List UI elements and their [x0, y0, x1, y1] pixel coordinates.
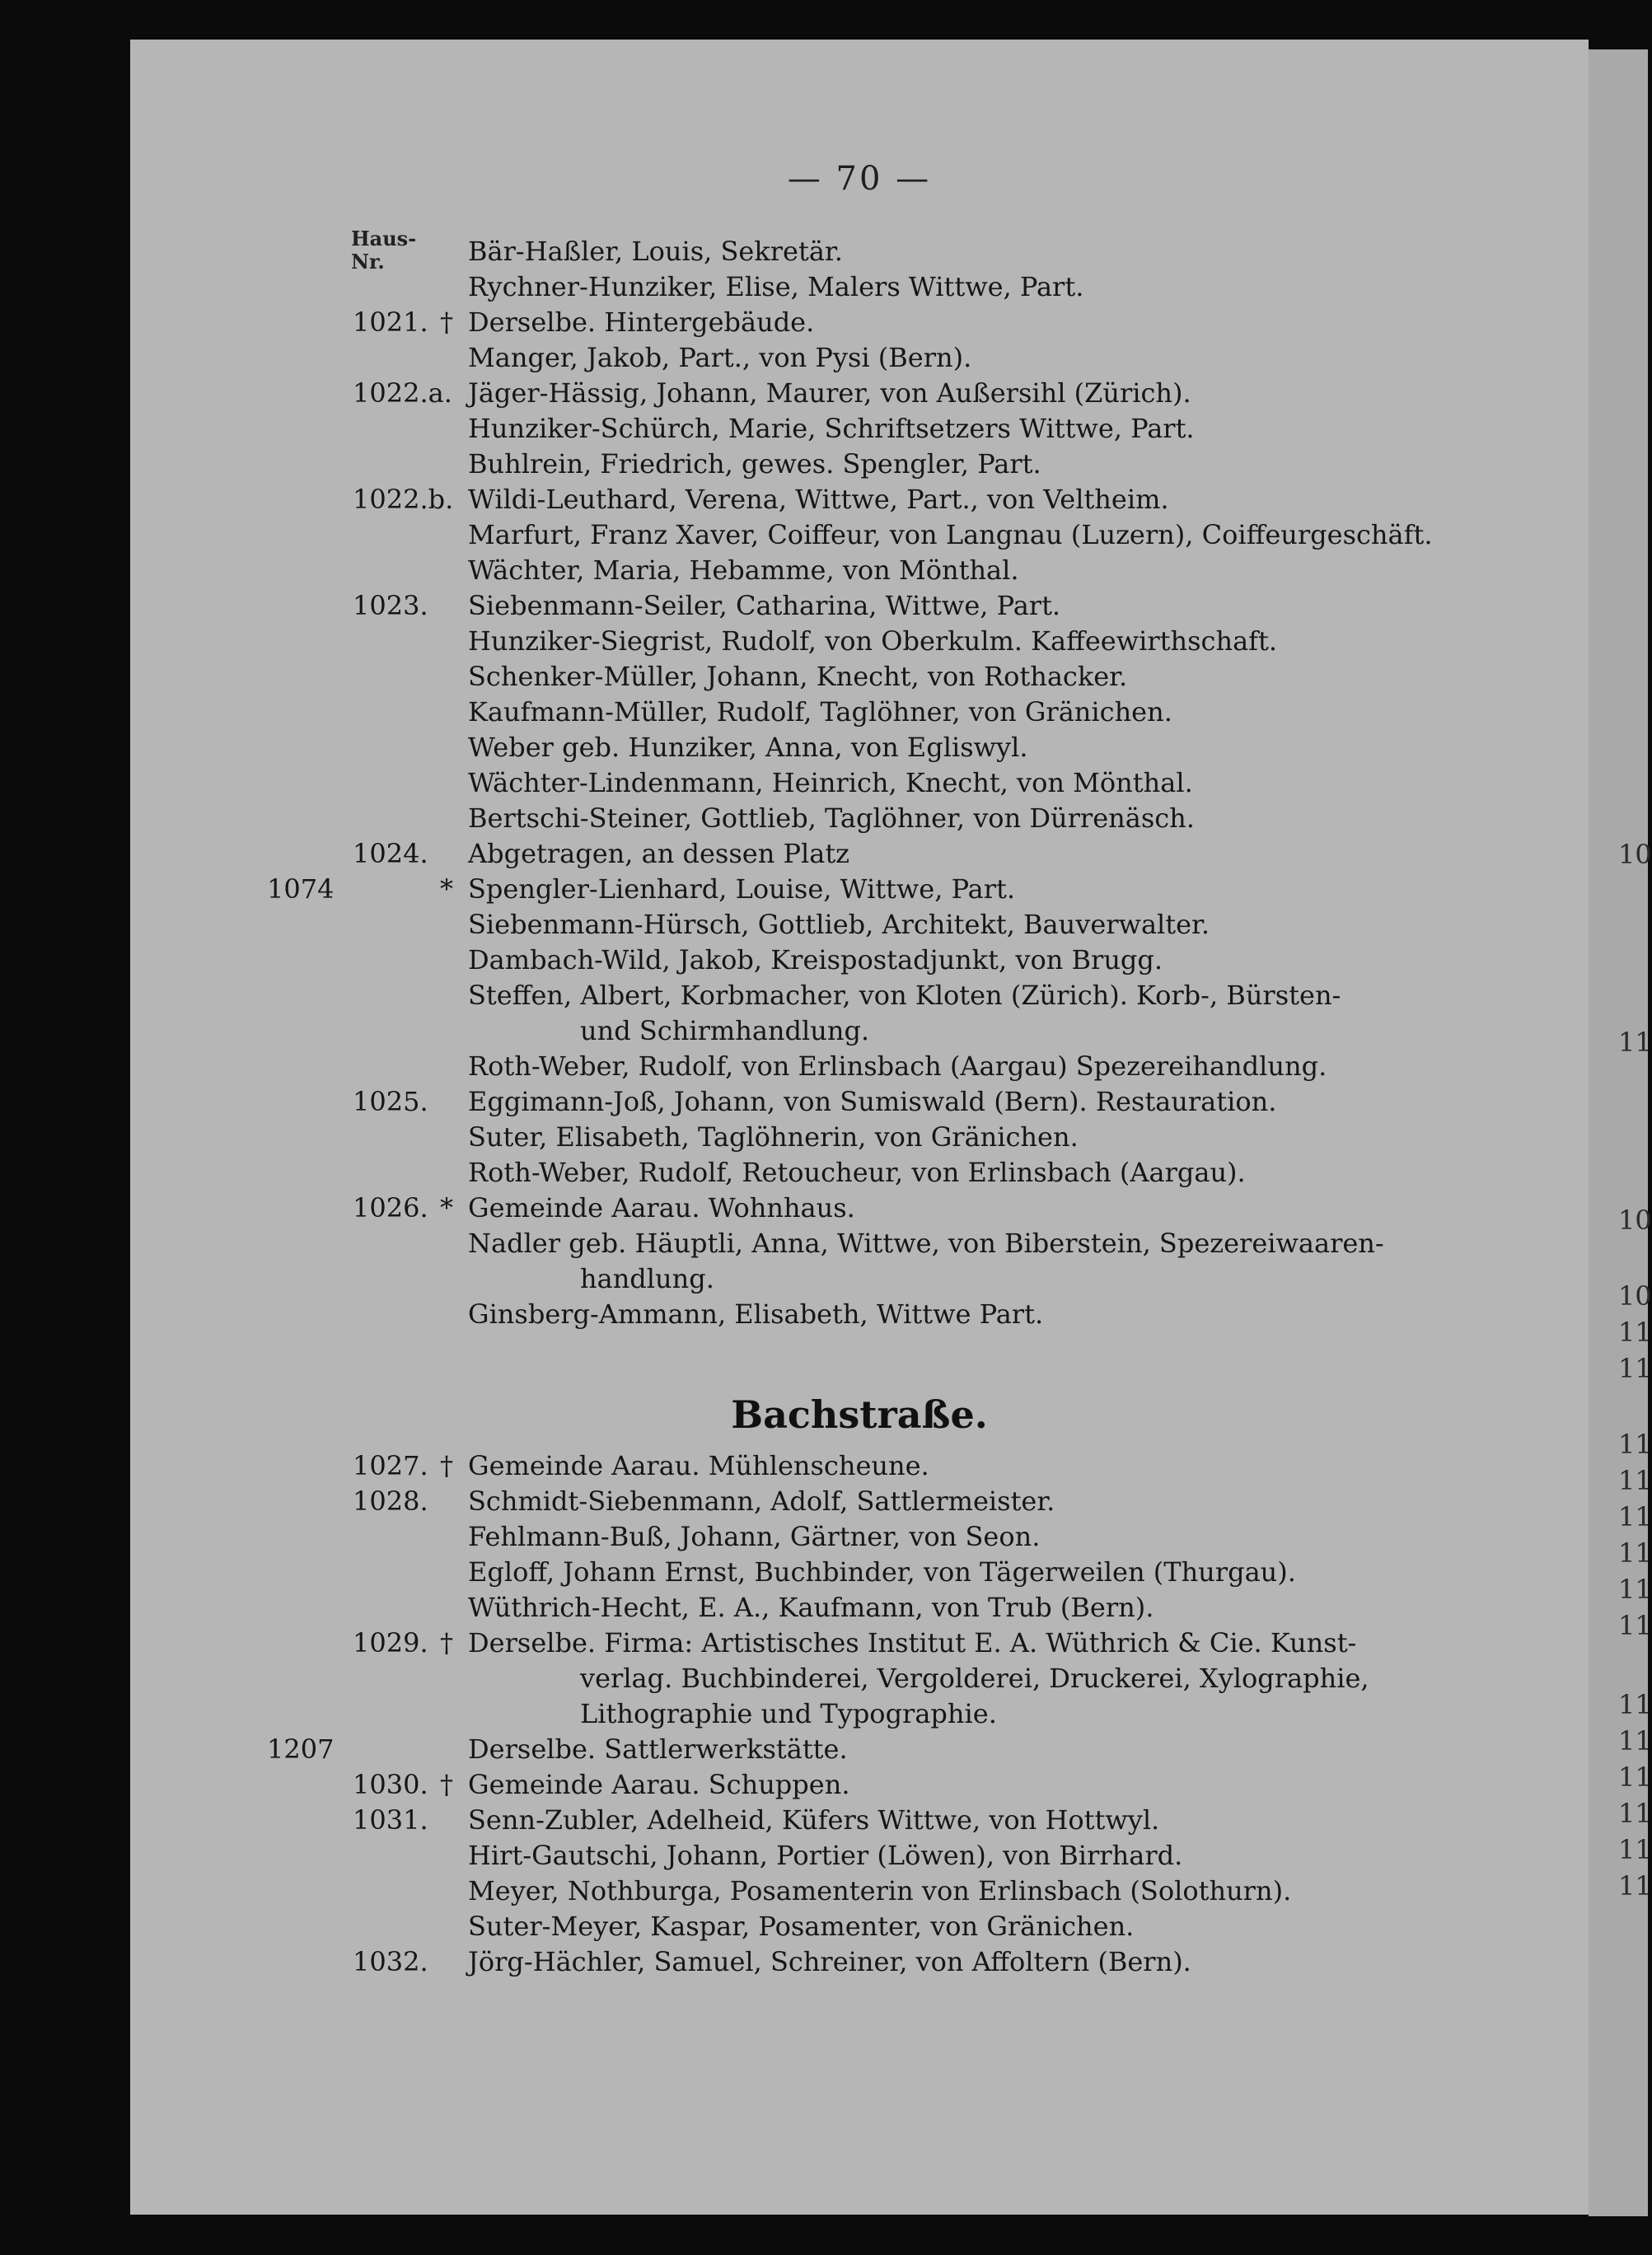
entry-text: Suter, Elisabeth, Taglöhnerin, von Gränichen.	[468, 1121, 1079, 1153]
adjacent-page-fragment: 11	[1618, 1353, 1652, 1384]
entry-text: Roth-Weber, Rudolf, Retoucheur, von Erlinsbach (Aargau).	[468, 1157, 1246, 1188]
asterisk-mark: *	[440, 873, 453, 905]
entry-text: Senn-Zubler, Adelheid, Küfers Wittwe, von Hottwyl.	[468, 1804, 1160, 1836]
adjacent-page-fragment: 11	[1618, 1725, 1652, 1757]
adjacent-page-fragment: 11	[1618, 1501, 1652, 1532]
adjacent-page-fragment: 11	[1618, 1537, 1652, 1569]
entry-text: Wüthrich-Hecht, E. A., Kaufmann, von Trub (Bern).	[468, 1592, 1154, 1623]
entry-text: Rychner-Hunziker, Elise, Malers Wittwe, Part.	[468, 271, 1084, 302]
house-number: 1022.b.	[353, 484, 454, 515]
entry-text: handlung.	[580, 1263, 714, 1294]
entry-text: Schenker-Müller, Johann, Knecht, von Rothacker.	[468, 661, 1128, 692]
entry-text: Steffen, Albert, Korbmacher, von Kloten (Zürich). Korb-, Bürsten-	[468, 980, 1341, 1011]
dagger-mark: †	[440, 1627, 453, 1659]
entry-text: Wildi-Leuthard, Verena, Wittwe, Part., von Veltheim.	[468, 484, 1169, 515]
adjacent-page-edge	[1589, 49, 1652, 2216]
entry-text: Siebenmann-Hürsch, Gottlieb, Architekt, Bauverwalter.	[468, 909, 1210, 940]
adjacent-page-fragment: 11	[1618, 1317, 1652, 1348]
entry-text: Egloff, Johann Ernst, Buchbinder, von Tägerweilen (Thurgau).	[468, 1556, 1296, 1588]
adjacent-page-fragment: 11	[1618, 1834, 1652, 1865]
house-number: 1032.	[353, 1946, 428, 1977]
entry-text: Nadler geb. Häuptli, Anna, Wittwe, von Biberstein, Spezereiwaaren-	[468, 1228, 1384, 1259]
column-header-haus-nr	[351, 227, 416, 274]
house-number: 1022.a.	[353, 377, 452, 409]
entry-text: Manger, Jakob, Part., von Pysi (Bern).	[468, 342, 972, 373]
entry-text: Gemeinde Aarau. Wohnhaus.	[468, 1192, 855, 1223]
house-number: 1026.	[353, 1192, 428, 1223]
adjacent-page-fragment: 11	[1618, 1761, 1652, 1793]
entry-text: Bertschi-Steiner, Gottlieb, Taglöhner, von Dürrenäsch.	[468, 802, 1195, 834]
entry-text: Lithographie und Typographie.	[580, 1698, 997, 1729]
house-number: 1028.	[353, 1485, 428, 1517]
entry-text: Gemeinde Aarau. Schuppen.	[468, 1769, 850, 1800]
column-header-line-1: Haus-	[351, 227, 417, 250]
column-header-line-2: Nr.	[351, 250, 385, 274]
document-page	[130, 40, 1589, 2215]
adjacent-page-fragment: 11	[1618, 1798, 1652, 1829]
entry-text: Buhlrein, Friedrich, gewes. Spengler, Part.	[468, 448, 1041, 480]
section-heading-bachstrasse: Bachstraße.	[731, 1392, 988, 1437]
house-number: 1021.	[353, 306, 428, 338]
adjacent-page-fragment: 11	[1618, 1870, 1652, 1902]
adjacent-page-fragment: 11	[1618, 1610, 1652, 1641]
adjacent-page-fragment: 11	[1618, 1027, 1652, 1058]
house-number: 1024.	[353, 838, 428, 869]
entry-text: Marfurt, Franz Xaver, Coiffeur, von Langnau (Luzern), Coiffeurgeschäft.	[468, 519, 1433, 550]
dagger-mark: †	[440, 306, 453, 338]
entry-text: Hunziker-Schürch, Marie, Schriftsetzers Wittwe, Part.	[468, 413, 1195, 444]
entry-text: Kaufmann-Müller, Rudolf, Taglöhner, von Gränichen.	[468, 696, 1172, 727]
entry-text: Wächter, Maria, Hebamme, von Mönthal.	[468, 554, 1019, 586]
house-number: 1025.	[353, 1086, 428, 1117]
adjacent-page-fragment: 11	[1618, 1465, 1652, 1496]
adjacent-page-fragment: 11	[1618, 1574, 1652, 1605]
entry-text: Fehlmann-Buß, Johann, Gärtner, von Seon.	[468, 1521, 1041, 1552]
entry-text: Derselbe. Firma: Artistisches Institut E. A. Wüthrich & Cie. Kunst-	[468, 1627, 1357, 1659]
entry-text: Abgetragen, an dessen Platz	[468, 838, 850, 869]
dagger-mark: †	[440, 1450, 453, 1481]
entry-text: Derselbe. Sattlerwerkstätte.	[468, 1733, 848, 1765]
house-number: 1029.	[353, 1627, 428, 1659]
dagger-mark: †	[440, 1769, 453, 1800]
entry-text: Suter-Meyer, Kaspar, Posamenter, von Gränichen.	[468, 1911, 1135, 1942]
entry-text: Hirt-Gautschi, Johann, Portier (Löwen), von Birrhard.	[468, 1840, 1183, 1871]
adjacent-page-fragment: 10	[1618, 1280, 1652, 1312]
entry-text: Derselbe. Hintergebäude.	[468, 306, 815, 338]
left-reference-number: 1074	[267, 873, 335, 905]
house-number: 1023.	[353, 590, 428, 621]
entry-text: Gemeinde Aarau. Mühlenscheune.	[468, 1450, 929, 1481]
house-number: 1031.	[353, 1804, 428, 1836]
entry-text: Hunziker-Siegrist, Rudolf, von Oberkulm. Kaffeewirthschaft.	[468, 625, 1278, 657]
entry-text: Dambach-Wild, Jakob, Kreispostadjunkt, von Brugg.	[468, 944, 1163, 975]
entry-text: verlag. Buchbinderei, Vergolderei, Druckerei, Xylographie,	[580, 1663, 1369, 1694]
house-number: 1027.	[353, 1450, 428, 1481]
asterisk-mark: *	[440, 1192, 453, 1223]
adjacent-page-fragment: 11	[1618, 1429, 1652, 1460]
entry-text: Roth-Weber, Rudolf, von Erlinsbach (Aargau) Spezereihandlung.	[468, 1050, 1327, 1082]
entry-text: Meyer, Nothburga, Posamenterin von Erlinsbach (Solothurn).	[468, 1875, 1292, 1906]
page-number: — 70 —	[787, 160, 932, 198]
house-number: 1030.	[353, 1769, 428, 1800]
adjacent-page-fragment: 10	[1618, 1205, 1652, 1236]
entry-text: Ginsberg-Ammann, Elisabeth, Wittwe Part.	[468, 1298, 1044, 1330]
entry-text: Jörg-Hächler, Samuel, Schreiner, von Affoltern (Bern).	[468, 1946, 1191, 1977]
entry-text: Eggimann-Joß, Johann, von Sumiswald (Bern). Restauration.	[468, 1086, 1277, 1117]
entry-text: Siebenmann-Seiler, Catharina, Wittwe, Part.	[468, 590, 1061, 621]
entry-text: Wächter-Lindenmann, Heinrich, Knecht, von Mönthal.	[468, 767, 1193, 798]
entry-text: Schmidt-Siebenmann, Adolf, Sattlermeister.	[468, 1485, 1055, 1517]
adjacent-page-fragment: 10	[1618, 839, 1652, 870]
entry-text: Spengler-Lienhard, Louise, Wittwe, Part.	[468, 873, 1016, 905]
entry-text: Bär-Haßler, Louis, Sekretär.	[468, 236, 843, 267]
adjacent-page-fragment: 11	[1618, 1689, 1652, 1720]
left-reference-number: 1207	[267, 1733, 335, 1765]
entry-text: und Schirmhandlung.	[580, 1015, 870, 1046]
entry-text: Jäger-Hässig, Johann, Maurer, von Außersihl (Zürich).	[468, 377, 1191, 409]
entry-text: Weber geb. Hunziker, Anna, von Egliswyl.	[468, 732, 1028, 763]
